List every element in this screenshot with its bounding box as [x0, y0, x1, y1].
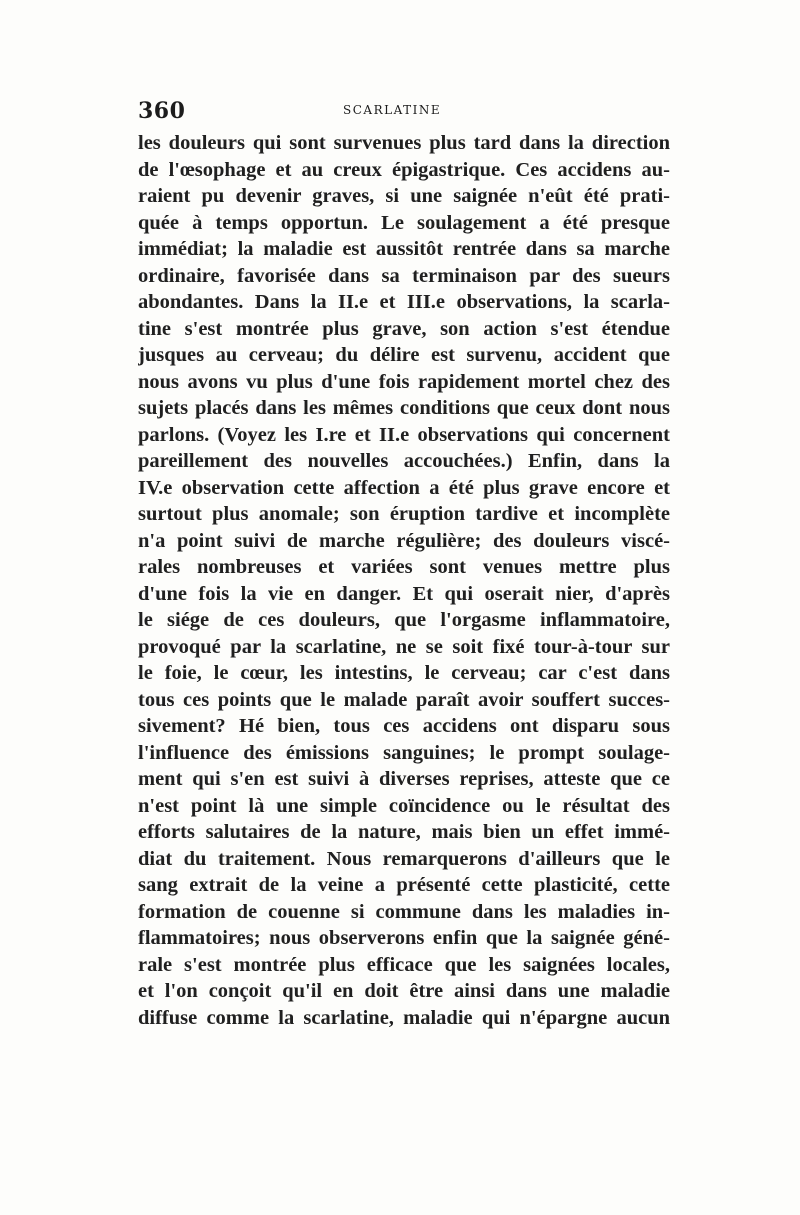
- text-line: IV.e observation cette affection a été plus grave encore et: [138, 476, 670, 499]
- text-line: immédiat; la maladie est aussitôt rentrée dans sa marche: [138, 238, 670, 260]
- text-line: sivement? Hé bien, tous ces accidens ont disparu sous: [138, 715, 670, 737]
- text-line: pareillement des nouvelles accouchées.) Enfin, dans la: [138, 450, 670, 472]
- text-line: sang extrait de la veine a présenté cette plasticité, cette: [138, 874, 670, 896]
- page-header: [138, 98, 678, 126]
- text-line: nous avons vu plus d'une fois rapidement mortel chez des: [138, 370, 670, 393]
- text-line: diffuse comme la scarlatine, maladie qui n'épargne aucun: [138, 1006, 670, 1029]
- text-line: le foie, le cœur, les intestins, le cerveau; car c'est dans: [138, 662, 670, 684]
- text-line: abondantes. Dans la II.e et III.e observations, la scarla-: [138, 291, 670, 313]
- text-line: quée à temps opportun. Le soulagement a été presque: [138, 211, 670, 234]
- text-line: le siége de ces douleurs, que l'orgasme inflammatoire,: [138, 609, 670, 631]
- text-line: n'a point suivi de marche régulière; des douleurs viscé-: [138, 529, 670, 552]
- text-line: les douleurs qui sont survenues plus tard dans la direction: [138, 132, 670, 154]
- text-line: rale s'est montrée plus efficace que les saignées locales,: [138, 953, 670, 976]
- text-line: parlons. (Voyez les I.re et II.e observations qui concernent: [138, 423, 670, 446]
- page-number: 360: [138, 98, 186, 124]
- text-line: raient pu devenir graves, si une saignée n'eût été prati-: [138, 185, 670, 207]
- text-line: flammatoires; nous observerons enfin que la saignée géné-: [138, 927, 670, 949]
- text-line: provoqué par la scarlatine, ne se soit fixé tour-à-tour sur: [138, 635, 670, 658]
- body-text: [138, 130, 670, 1031]
- text-line: efforts salutaires de la nature, mais bien un effet immé-: [138, 821, 670, 843]
- text-line: n'est point là une simple coïncidence ou le résultat des: [138, 794, 670, 817]
- text-line: d'une fois la vie en danger. Et qui oserait nier, d'après: [138, 582, 670, 605]
- text-line: ment qui s'en est suivi à diverses reprises, atteste que ce: [138, 768, 670, 790]
- text-line: formation de couenne si commune dans les maladies in-: [138, 900, 670, 923]
- text-line: tine s'est montrée plus grave, son action s'est étendue: [138, 317, 670, 340]
- text-line: de l'œsophage et au creux épigastrique. Ces accidens au-: [138, 158, 670, 181]
- text-line: l'influence des émissions sanguines; le prompt soulage-: [138, 741, 670, 764]
- text-line: rales nombreuses et variées sont venues mettre plus: [138, 556, 670, 578]
- text-line: sujets placés dans les mêmes conditions que ceux dont nous: [138, 397, 670, 419]
- running-title: SCARLATINE: [343, 103, 442, 117]
- text-line: tous ces points que le malade paraît avoir souffert succes-: [138, 688, 670, 711]
- text-line: et l'on conçoit qu'il en doit être ainsi dans une maladie: [138, 980, 670, 1002]
- text-line: ordinaire, favorisée dans sa terminaison par des sueurs: [138, 264, 670, 287]
- text-line: jusques au cerveau; du délire est survenu, accident que: [138, 344, 670, 366]
- text-line: diat du traitement. Nous remarquerons d'ailleurs que le: [138, 847, 670, 870]
- text-line: surtout plus anomale; son éruption tardive et incomplète: [138, 503, 670, 525]
